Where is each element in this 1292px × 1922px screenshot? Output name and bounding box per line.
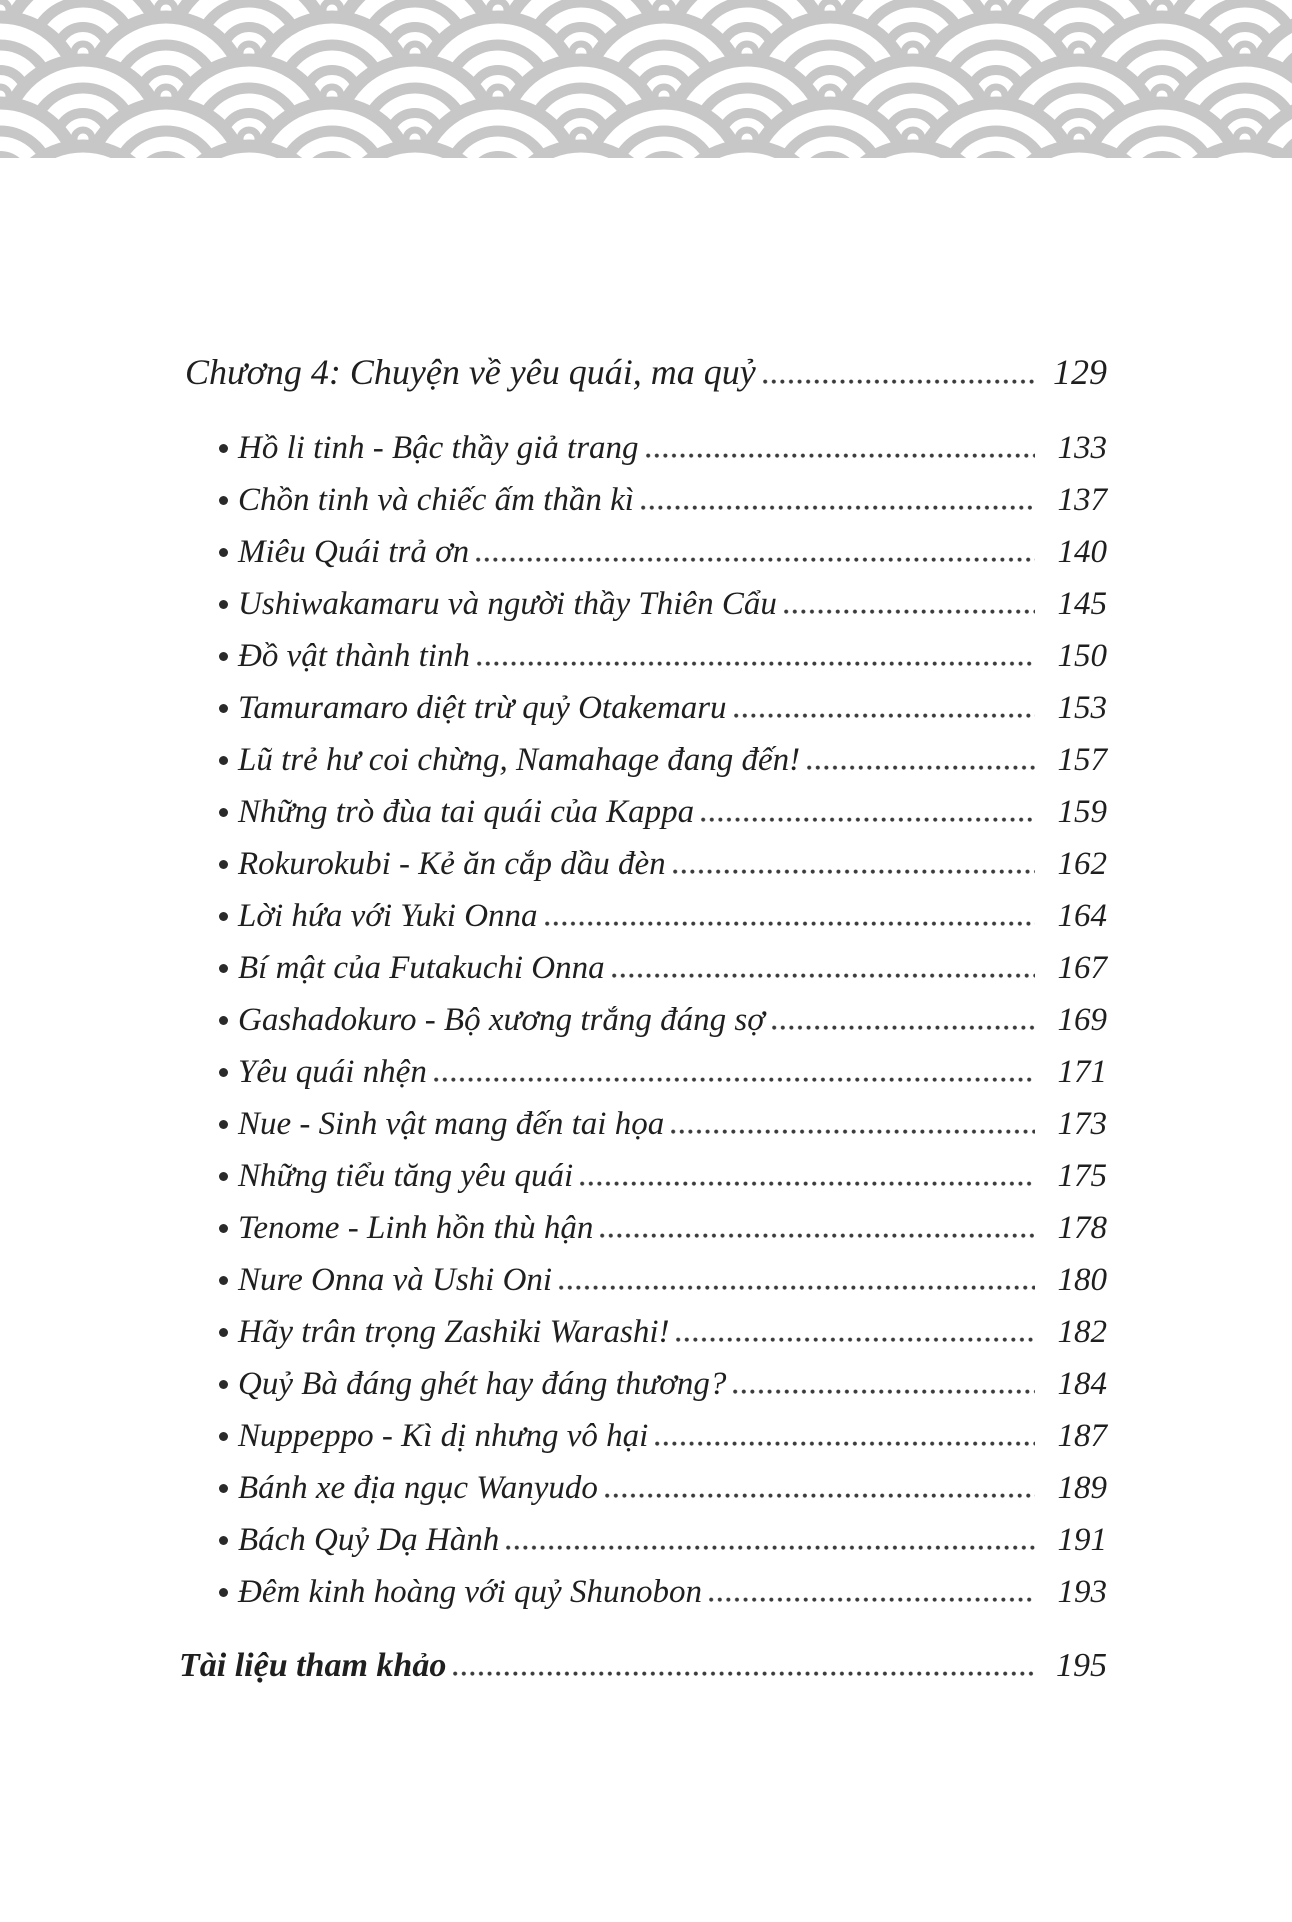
toc-entry: [185, 526, 1107, 578]
bullet-icon: [219, 600, 228, 609]
bullet-icon: [219, 1068, 228, 1077]
bullet-icon: [219, 704, 228, 713]
dot-leader: [807, 765, 1035, 770]
entry-page-number: 145: [1057, 586, 1107, 622]
entry-page-number: 169: [1057, 1002, 1107, 1038]
bullet-icon: [219, 1120, 228, 1129]
entry-title: Rokurokubi - Kẻ ăn cắp dầu đèn: [238, 846, 666, 882]
entry-page-number: 191: [1057, 1522, 1107, 1558]
chapter-page-number: 129: [1053, 352, 1107, 392]
entry-title: Tamuramaro diệt trừ quỷ Otakemaru: [238, 690, 727, 726]
references-page-number: 195: [1056, 1647, 1107, 1684]
dot-leader: [477, 661, 1035, 666]
entry-page-number: 137: [1057, 482, 1107, 518]
bullet-icon: [219, 652, 228, 661]
references-entry: [179, 1640, 1107, 1692]
bullet-icon: [219, 1016, 228, 1025]
toc-entry: [185, 1410, 1107, 1462]
toc-entry: [185, 1098, 1107, 1150]
dot-leader: [600, 1233, 1035, 1238]
entry-title: Nue - Sinh vật mang đến tai họa: [238, 1106, 665, 1142]
dot-leader: [453, 1671, 1035, 1676]
entry-title: Đồ vật thành tinh: [238, 638, 470, 674]
entry-title: Gashadokuro - Bộ xương trắng đáng sợ: [238, 1002, 765, 1038]
toc-entry: [185, 1358, 1107, 1410]
dot-leader: [673, 869, 1035, 874]
entry-page-number: 189: [1057, 1470, 1107, 1506]
toc-entry: [185, 1202, 1107, 1254]
toc-entry: [185, 630, 1107, 682]
bullet-icon: [219, 964, 228, 973]
entry-title: Chồn tinh và chiếc ấm thần kì: [238, 482, 634, 518]
dot-leader: [434, 1077, 1035, 1082]
entry-title: Yêu quái nhện: [238, 1054, 427, 1090]
bullet-icon: [219, 860, 228, 869]
entry-page-number: 175: [1057, 1158, 1107, 1194]
entry-page-number: 133: [1057, 430, 1107, 466]
entry-page-number: 173: [1057, 1106, 1107, 1142]
dot-leader: [580, 1181, 1035, 1186]
entry-page-number: 193: [1057, 1574, 1107, 1610]
bullet-icon: [219, 1328, 228, 1337]
entry-title: Quỷ Bà đáng ghét hay đáng thương?: [238, 1366, 727, 1402]
entry-page-number: 162: [1057, 846, 1107, 882]
bullet-icon: [219, 1536, 228, 1545]
entry-title: Hãy trân trọng Zashiki Warashi!: [238, 1314, 670, 1350]
dot-leader: [784, 609, 1035, 614]
entry-page-number: 167: [1057, 950, 1107, 986]
entry-title: Bách Quỷ Dạ Hành: [238, 1522, 500, 1558]
entry-title: Miêu Quái trả ơn: [238, 534, 470, 570]
entry-page-number: 171: [1057, 1054, 1107, 1090]
dot-leader: [676, 1337, 1035, 1342]
bullet-icon: [219, 808, 228, 817]
toc-entry: [185, 1514, 1107, 1566]
dot-leader: [772, 1025, 1035, 1030]
bullet-icon: [219, 548, 228, 557]
entry-title: Đêm kinh hoàng với quỷ Shunobon: [238, 1574, 702, 1610]
dot-leader: [612, 973, 1035, 978]
bullet-icon: [219, 912, 228, 921]
entry-page-number: 180: [1057, 1262, 1107, 1298]
toc-entry: [185, 1566, 1107, 1618]
dot-leader: [605, 1493, 1035, 1498]
bullet-icon: [219, 496, 228, 505]
toc-entry-list: [185, 422, 1107, 1618]
chapter-heading: [185, 348, 1107, 396]
bullet-icon: [219, 756, 228, 765]
toc-entry: [185, 1254, 1107, 1306]
toc-entry: [185, 838, 1107, 890]
dot-leader: [701, 817, 1035, 822]
entry-title: Hồ li tinh - Bậc thầy giả trang: [238, 430, 639, 466]
toc-content: [179, 348, 1107, 1692]
dot-leader: [763, 379, 1035, 384]
dot-leader: [709, 1597, 1035, 1602]
entry-title: Bánh xe địa ngục Wanyudo: [238, 1470, 598, 1506]
bullet-icon: [219, 1276, 228, 1285]
toc-entry: [185, 786, 1107, 838]
dot-leader: [506, 1545, 1035, 1550]
dot-leader: [545, 921, 1035, 926]
toc-entry: [185, 734, 1107, 786]
toc-entry: [185, 1046, 1107, 1098]
bullet-icon: [219, 1172, 228, 1181]
entry-title: Lũ trẻ hư coi chừng, Namahage đang đến!: [238, 742, 801, 778]
bullet-icon: [219, 1380, 228, 1389]
seigaiha-pattern-icon: [0, 0, 1292, 158]
toc-entry: [185, 890, 1107, 942]
toc-entry: [185, 942, 1107, 994]
chapter-title: Chương 4: Chuyện về yêu quái, ma quỷ: [185, 352, 756, 392]
bullet-icon: [219, 444, 228, 453]
toc-entry: [185, 578, 1107, 630]
entry-page-number: 187: [1057, 1418, 1107, 1454]
toc-entry: [185, 474, 1107, 526]
entry-title: Những trò đùa tai quái của Kappa: [238, 794, 695, 830]
toc-entry: [185, 994, 1107, 1046]
toc-entry: [185, 1150, 1107, 1202]
dot-leader: [734, 713, 1035, 718]
bullet-icon: [219, 1432, 228, 1441]
entry-title: Nuppeppo - Kì dị nhưng vô hại: [238, 1418, 649, 1454]
bullet-icon: [219, 1224, 228, 1233]
entry-page-number: 153: [1057, 690, 1107, 726]
bullet-icon: [219, 1588, 228, 1597]
dot-leader: [641, 505, 1035, 510]
dot-leader: [655, 1441, 1035, 1446]
dot-leader: [559, 1285, 1035, 1290]
entry-title: Những tiểu tăng yêu quái: [238, 1158, 574, 1194]
entry-page-number: 182: [1057, 1314, 1107, 1350]
dot-leader: [476, 557, 1035, 562]
entry-page-number: 157: [1057, 742, 1107, 778]
dot-leader: [671, 1129, 1035, 1134]
toc-entry: [185, 422, 1107, 474]
entry-page-number: 178: [1057, 1210, 1107, 1246]
dot-leader: [646, 453, 1035, 458]
entry-title: Lời hứa với Yuki Onna: [238, 898, 538, 934]
entry-title: Tenome - Linh hồn thù hận: [238, 1210, 594, 1246]
toc-entry: [185, 1306, 1107, 1358]
bullet-icon: [219, 1484, 228, 1493]
toc-entry: [185, 1462, 1107, 1514]
entry-page-number: 150: [1057, 638, 1107, 674]
entry-page-number: 164: [1057, 898, 1107, 934]
entry-title: Ushiwakamaru và người thầy Thiên Cẩu: [238, 586, 777, 622]
entry-page-number: 140: [1057, 534, 1107, 570]
references-title: Tài liệu tham khảo: [179, 1647, 447, 1684]
entry-page-number: 159: [1057, 794, 1107, 830]
toc-entry: [185, 682, 1107, 734]
entry-page-number: 184: [1057, 1366, 1107, 1402]
dot-leader: [733, 1389, 1035, 1394]
entry-title: Nure Onna và Ushi Oni: [238, 1262, 553, 1298]
entry-title: Bí mật của Futakuchi Onna: [238, 950, 605, 986]
